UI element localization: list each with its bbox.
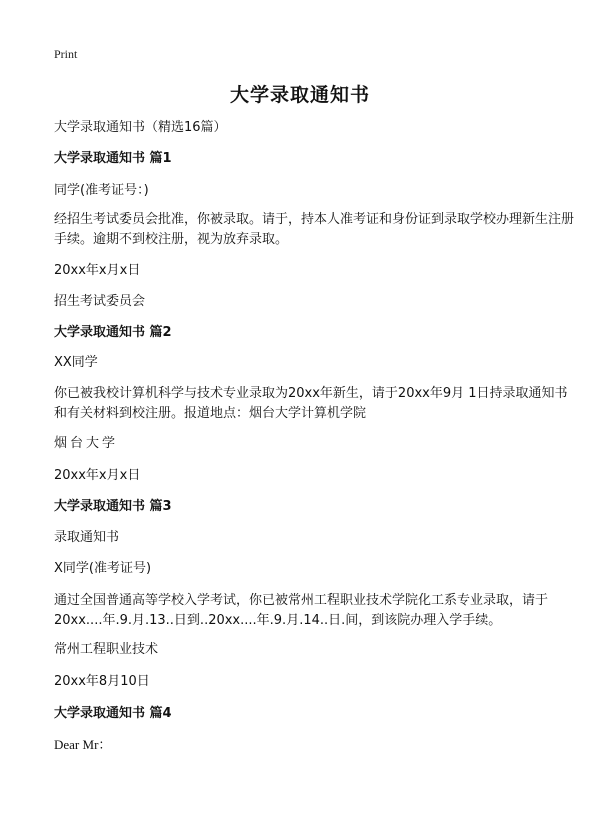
section-heading-3: 大学录取通知书 篇3: [54, 499, 172, 514]
section-1-line-1: 同学(准考证号：): [54, 183, 149, 198]
section-3-paragraph: 通过全国普通高等学校入学考试，你已被常州工程职业技术学院化工系专业录取，请于20xx....年.9.月.13..日到..20xx....年.9.月.14..日.间，到该院办理入学手续。: [54, 593, 549, 628]
section-heading-2: 大学录取通知书 篇2: [54, 325, 172, 340]
section-4-line-1: Dear Mr：: [54, 737, 112, 752]
section-2-line-1: XX同学: [54, 355, 98, 370]
section-3-line-1: 录取通知书: [54, 530, 120, 545]
section-2-paragraph: 你已被我校计算机科学与技术专业录取为20xx年新生，请于20xx年9月 1日持录取通知书和有关材料到校注册。报道地点：烟台大学计算机学院: [54, 386, 568, 421]
print-link[interactable]: Print: [54, 47, 78, 61]
section-3-date: 20xx年8月10日: [54, 674, 150, 689]
section-heading-4: 大学录取通知书 篇4: [54, 706, 172, 721]
section-heading-1: 大学录取通知书 篇1: [54, 151, 172, 166]
section-1-date: 20xx年x月x日: [54, 263, 141, 278]
page-title: 大学录取通知书: [229, 84, 370, 106]
section-3-line-2: X同学(准考证号): [54, 561, 152, 576]
document-subtitle: 大学录取通知书（精选16篇）: [54, 120, 227, 135]
section-1-paragraph: 经招生考试委员会批准，你被录取。请于，持本人准考证和身份证到录取学校办理新生注册手续。逾期不到校注册，视为放弃录取。: [54, 212, 575, 247]
section-1-signature: 招生考试委员会: [54, 294, 146, 309]
section-3-signature: 常州工程职业技术: [54, 642, 159, 657]
section-2-date: 20xx年x月x日: [54, 468, 141, 483]
section-2-signature: 烟台大学: [54, 436, 119, 451]
